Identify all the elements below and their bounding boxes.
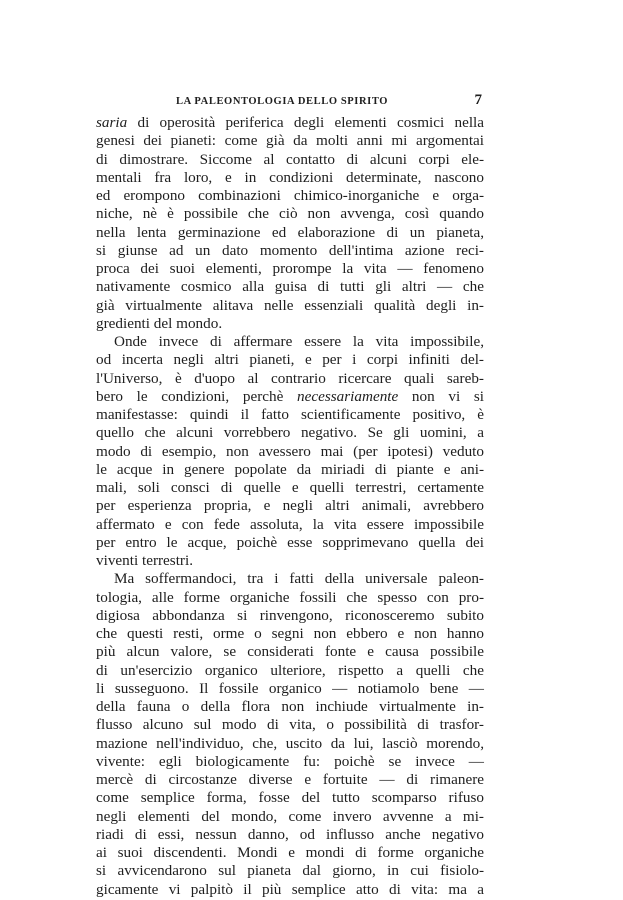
running-head [96, 92, 484, 114]
text-line [96, 534, 484, 552]
text-line [96, 570, 484, 588]
text-line [96, 151, 484, 169]
line-text: Onde invece di affermare essere la vita impossibile, [114, 333, 484, 350]
line-text: gicamente vi palpitò il più semplice atto di vita: ma a [96, 880, 484, 898]
line-text: mazione nell'individuo, che, uscito da lui, lasciò morendo, [96, 734, 484, 752]
line-text: flusso alcuno sul modo di vita, o possibilità di trasfor- [96, 716, 484, 734]
text-line [96, 552, 484, 570]
text-line [96, 516, 484, 534]
line-text: bero le condizioni, perchè [96, 387, 298, 405]
line-text: manifestasse: quindi il fatto scientificamente positivo, è [96, 406, 484, 423]
text-line [96, 716, 484, 734]
line-text: di dimostrare. Siccome al contatto di alcuni corpi ele- [96, 150, 484, 168]
line-text: mali, soli consci di quelle e quelli terrestri, certamente [96, 479, 484, 496]
text-line [96, 479, 484, 497]
line-text: più alcun valore, se considerati fonte e causa possibile [96, 643, 484, 661]
line-text: gredienti del mondo. [96, 314, 223, 332]
text-line [96, 662, 484, 680]
text-line [96, 826, 484, 844]
text-line [96, 370, 484, 388]
line-text: vivente: egli biologicamente fu: poichè se invece — [96, 752, 484, 770]
line-text: riadi di essi, nessun danno, od influsso anche negativo [96, 825, 484, 843]
line-text: di operosità periferica degli elementi cosmici nella [127, 114, 484, 131]
line-text: le acque in genere popolate da miriadi di piante e ani- [96, 460, 484, 478]
text-line [96, 242, 484, 260]
text-line [96, 589, 484, 607]
line-text: si avvicendarono sul pianeta dal giorno, in cui fisiolo- [96, 862, 484, 880]
text-line [96, 406, 484, 424]
text-line [96, 260, 484, 278]
text-line [96, 771, 484, 789]
text-line [96, 789, 484, 807]
body-text [96, 114, 484, 899]
line-text: l'Universo, è d'uopo al contrario ricercare quali sareb- [96, 369, 484, 387]
text-line [96, 808, 484, 826]
text-line [96, 844, 484, 862]
line-text: niche, nè è possibile che ciò non avvenga, così quando [96, 205, 484, 223]
text-line [96, 315, 484, 333]
line-text: della fauna o della flora non inchiude virtualmente in- [96, 698, 484, 715]
line-text: Ma soffermandoci, tra i fatti della universale paleon- [114, 570, 484, 588]
line-text: modo di esempio, non avessero mai (per ipotesi) veduto [96, 442, 484, 460]
line-text: di un'esercizio organico ulteriore, rispetto a quelli che [96, 661, 484, 679]
line-text: ed erompono combinazioni chimico-inorganiche e orga- [96, 187, 484, 204]
text-line [96, 114, 484, 132]
running-title: LA PALEONTOLOGIA DELLO SPIRITO [176, 96, 389, 107]
line-text: come semplice forma, fosse del tutto scomparso rifuso [96, 789, 484, 807]
line-text: od incerta negli altri pianeti, e per i corpi infiniti del- [96, 351, 484, 369]
line-text: digiosa abbondanza si rinvengono, riconosceremo subito [96, 606, 484, 624]
page-number: 7 [474, 92, 482, 108]
line-text: ai suoi discendenti. Mondi e mondi di forme organiche [96, 844, 484, 861]
text-line [96, 625, 484, 643]
line-text: quello che alcuni vorrebbero negativo. Se gli uomini, a [96, 424, 484, 442]
line-text: per esperienza propria, e negli altri animali, avrebbero [96, 497, 484, 515]
text-line [96, 351, 484, 369]
line-text: negli elementi del mondo, come invero avvenne a mi- [96, 807, 484, 825]
text-line [96, 735, 484, 753]
text-line [96, 132, 484, 150]
line-text: mentali fra loro, e in condizioni determinate, nascono [96, 168, 484, 186]
text-line [96, 424, 484, 442]
text-line [96, 461, 484, 479]
line-text: genesi dei pianeti: come già da molti anni mi argomentai [96, 132, 484, 150]
line-text: tologia, alle forme organiche fossili che spesso con pro- [96, 588, 484, 606]
line-text: nella lenta germinazione ed elaborazione di un pianeta, [96, 223, 484, 241]
text-line [96, 497, 484, 515]
text-line [96, 224, 484, 242]
text-line [96, 698, 484, 716]
text-line [96, 607, 484, 625]
text-line [96, 643, 484, 661]
text-line [96, 388, 484, 406]
text-line [96, 205, 484, 223]
text-line [96, 278, 484, 296]
line-text: nativamente cosmico alla guisa di tutti gli altri — che [96, 278, 484, 296]
line-text: che questi resti, orme o segni non ebbero e non hanno [96, 625, 484, 642]
text-line [96, 169, 484, 187]
text-line [96, 881, 484, 899]
line-text: li susseguono. Il fossile organico — notiamolo bene — [96, 679, 484, 697]
line-text: viventi terrestri. [96, 552, 193, 569]
text-line [96, 333, 484, 351]
line-text: per entro le acque, poichè esse sopprimevano quella dei [96, 533, 484, 551]
text-line [96, 443, 484, 461]
line-text: non vi si [398, 387, 484, 405]
line-text: già virtualmente alitava nelle essenziali qualità degli in- [96, 296, 484, 314]
line-text: proca dei suoi elementi, prorompe la vita — fenomeno [96, 260, 484, 277]
text-line [96, 297, 484, 315]
emphasis-text: saria [96, 114, 128, 131]
text-line [96, 680, 484, 698]
line-text: mercè di circostanze diverse e fortuite — di rimanere [96, 771, 484, 788]
text-line [96, 187, 484, 205]
emphasis-text: necessariamente [297, 387, 399, 405]
line-text: si giunse ad un dato momento dell'intima azione reci- [96, 241, 484, 259]
text-line [96, 753, 484, 771]
text-line [96, 862, 484, 880]
line-text: affermato e con fede assoluta, la vita essere impossibile [96, 515, 484, 533]
